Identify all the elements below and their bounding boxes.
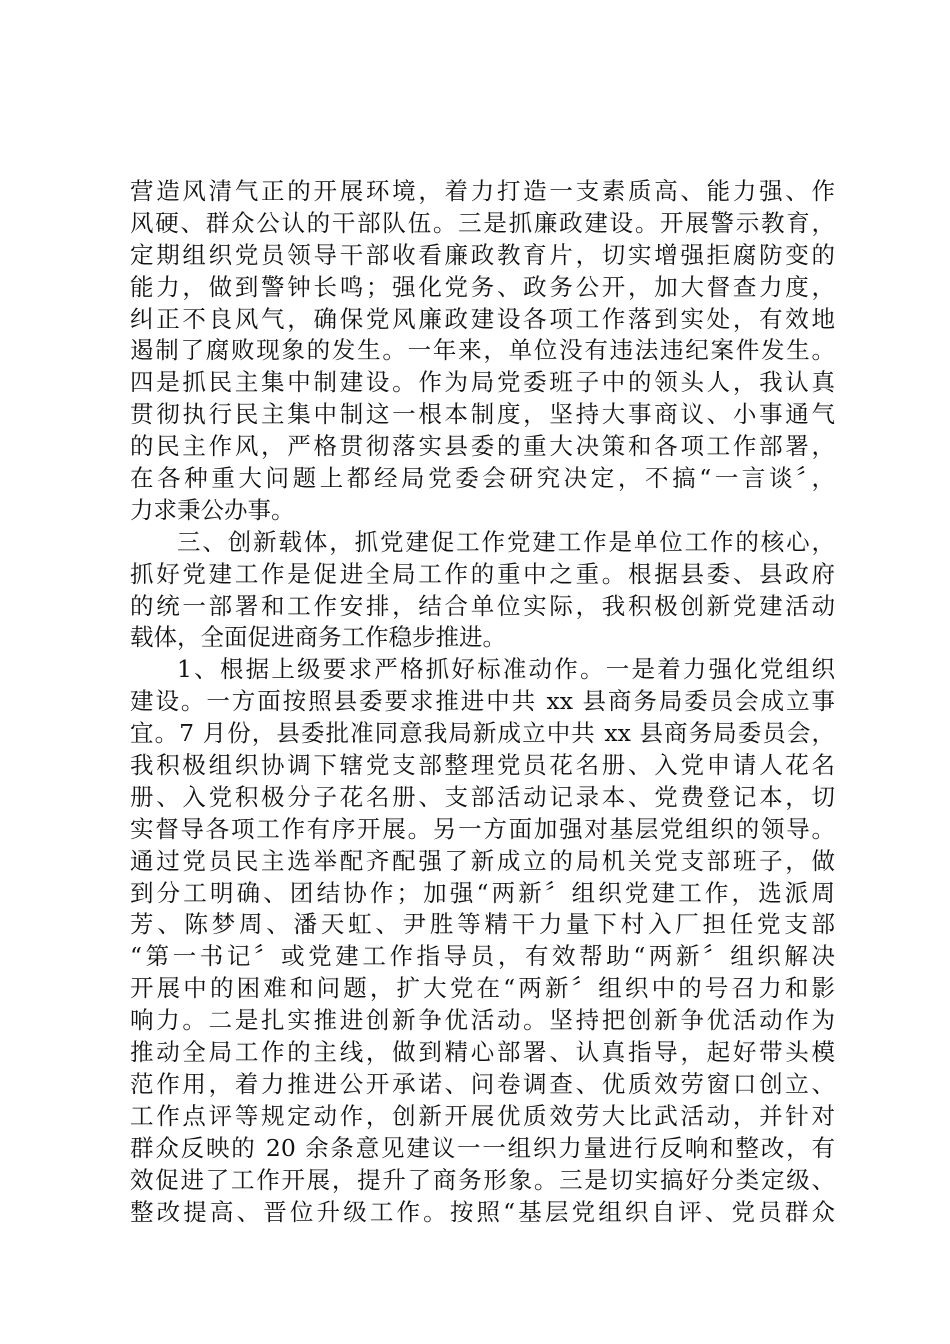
paragraph-3 bbox=[130, 654, 835, 1228]
text-line: 贯彻执行民主集中制这一根本制度，坚持大事商议、小事通气 bbox=[130, 400, 835, 429]
text-line: 整改提高、晋位升级工作。按照“基层党组织自评、党员群众 bbox=[130, 1197, 835, 1226]
text-line: 载体，全面促进商务工作稳步推进。 bbox=[130, 623, 506, 652]
text-line: 三、创新载体，抓党建促工作党建工作是单位工作的核心， bbox=[177, 527, 835, 556]
text-line: 抓好党建工作是促进全局工作的重中之重。根据县委、县政府 bbox=[130, 559, 835, 588]
text-line: 芳、陈梦周、潘天虹、尹胜等精干力量下村入厂担任党支部 bbox=[130, 910, 835, 939]
text-line: 风硬、群众公认的干部队伍。三是抓廉政建设。开展警示教育， bbox=[130, 208, 835, 237]
text-line: 到分工明确、团结协作；加强“两新〞组织党建工作，选派周 bbox=[130, 878, 835, 907]
text-line: 四是抓民主集中制建设。作为局党委班子中的领头人，我认真 bbox=[130, 368, 835, 397]
text-line: 工作点评等规定动作，创新开展优质效劳大比武活动，并针对 bbox=[130, 1101, 835, 1130]
text-line: 力求秉公办事。 bbox=[130, 495, 295, 524]
text-line: 建设。一方面按照县委要求推进中共 xx 县商务局委员会成立事 bbox=[130, 687, 835, 716]
text-line: “第一书记〞或党建工作指导员，有效帮助“两新〞组织解决 bbox=[130, 942, 835, 971]
text-line: 遏制了腐败现象的发生。一年来，单位没有违法违纪案件发生。 bbox=[130, 336, 835, 365]
text-line: 纠正不良风气，确保党风廉政建设各项工作落到实处，有效地 bbox=[130, 304, 835, 333]
text-line: 册、入党积极分子花名册、支部活动记录本、党费登记本，切 bbox=[130, 782, 835, 811]
text-line: 能力，做到警钟长鸣；强化党务、政务公开，加大督查力度， bbox=[130, 272, 835, 301]
text-line: 通过党员民主选举配齐配强了新成立的局机关党支部班子，做 bbox=[130, 846, 835, 875]
paragraph-2 bbox=[130, 527, 835, 655]
text-line: 在各种重大问题上都经局党委会研究决定，不搞“一言谈〞， bbox=[130, 464, 835, 493]
text-line: 范作用，着力推进公开承诺、问卷调查、优质效劳窗口创立、 bbox=[130, 1069, 835, 1098]
text-line: 开展中的困难和问题，扩大党在“两新〞组织中的号召力和影 bbox=[130, 974, 835, 1003]
text-line: 实督导各项工作有序开展。另一方面加强对基层党组织的领导。 bbox=[130, 814, 835, 843]
text-line: 推动全局工作的主线，做到精心部署、认真指导，起好带头模 bbox=[130, 1038, 835, 1067]
text-line: 1、根据上级要求严格抓好标准动作。一是着力强化党组织 bbox=[177, 655, 835, 684]
document-body bbox=[130, 176, 835, 1228]
text-line: 营造风清气正的开展环境，着力打造一支素质高、能力强、作 bbox=[130, 177, 835, 205]
text-line: 宜。7 月份，县委批准同意我局新成立中共 xx 县商务局委员会， bbox=[130, 719, 835, 748]
text-line: 效促进了工作开展，提升了商务形象。三是切实搞好分类定级、 bbox=[130, 1165, 835, 1194]
text-line: 的统一部署和工作安排，结合单位实际，我积极创新党建活动 bbox=[130, 591, 835, 620]
text-line: 群众反映的 20 余条意见建议一一组织力量进行反响和整改，有 bbox=[130, 1133, 835, 1162]
text-line: 定期组织党员领导干部收看廉政教育片，切实增强拒腐防变的 bbox=[130, 240, 835, 269]
paragraph-1 bbox=[130, 176, 835, 527]
text-line: 的民主作风，严格贯彻落实县委的重大决策和各项工作部署， bbox=[130, 432, 835, 461]
text-line: 我积极组织协调下辖党支部整理党员花名册、入党申请人花名 bbox=[130, 751, 835, 780]
text-line: 响力。二是扎实推进创新争优活动。坚持把创新争优活动作为 bbox=[130, 1006, 835, 1035]
